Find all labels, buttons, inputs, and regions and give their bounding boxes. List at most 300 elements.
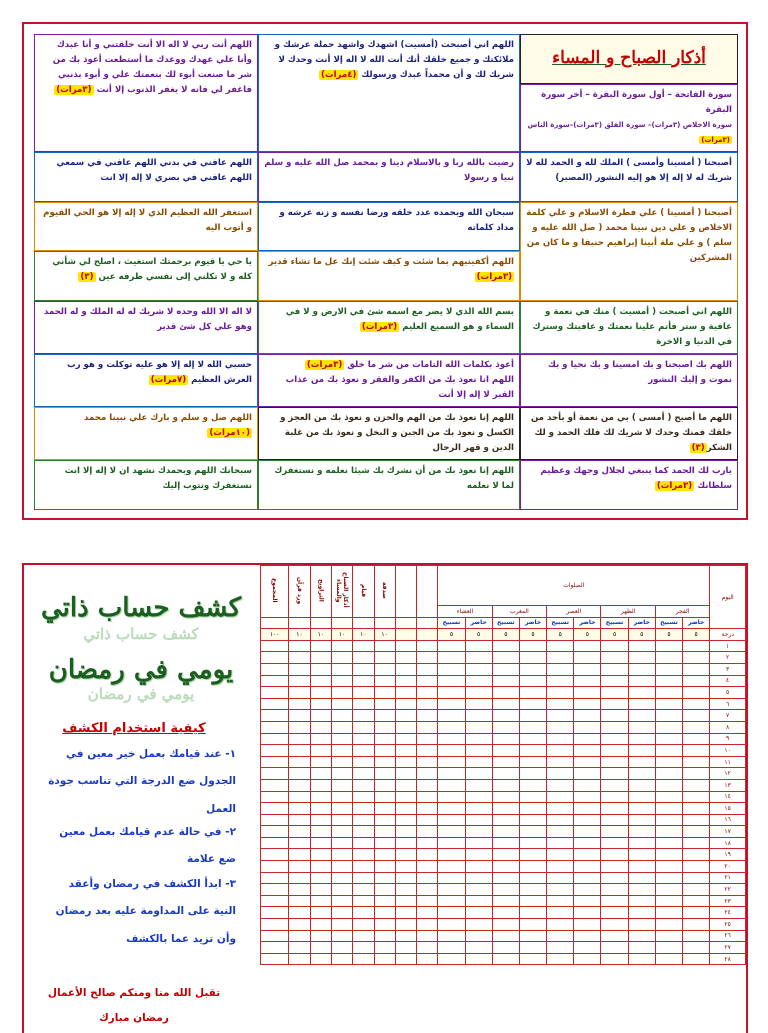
entry-cell[interactable] [261, 791, 289, 803]
entry-cell[interactable] [395, 733, 416, 745]
entry-cell[interactable] [519, 698, 546, 710]
entry-cell[interactable] [601, 930, 628, 942]
entry-cell[interactable] [289, 663, 310, 675]
entry-cell[interactable] [492, 814, 519, 826]
entry-cell[interactable] [628, 768, 655, 780]
entry-cell[interactable] [519, 652, 546, 664]
entry-cell[interactable] [438, 895, 465, 907]
entry-cell[interactable] [310, 779, 331, 791]
entry-cell[interactable] [417, 640, 438, 652]
entry-cell[interactable] [628, 640, 655, 652]
entry-cell[interactable] [353, 675, 374, 687]
entry-cell[interactable] [395, 861, 416, 873]
entry-cell[interactable] [353, 861, 374, 873]
entry-cell[interactable] [683, 652, 710, 664]
entry-cell[interactable] [417, 652, 438, 664]
entry-cell[interactable] [353, 953, 374, 965]
entry-cell[interactable] [547, 652, 574, 664]
entry-cell[interactable] [574, 849, 601, 861]
entry-cell[interactable] [310, 930, 331, 942]
entry-cell[interactable] [655, 663, 682, 675]
entry-cell[interactable] [310, 710, 331, 722]
entry-cell[interactable] [601, 814, 628, 826]
entry-cell[interactable] [395, 710, 416, 722]
entry-cell[interactable] [492, 779, 519, 791]
entry-cell[interactable] [353, 768, 374, 780]
entry-cell[interactable] [289, 652, 310, 664]
entry-cell[interactable] [417, 953, 438, 965]
entry-cell[interactable] [574, 721, 601, 733]
entry-cell[interactable] [417, 895, 438, 907]
entry-cell[interactable] [395, 930, 416, 942]
entry-cell[interactable] [683, 721, 710, 733]
entry-cell[interactable] [655, 861, 682, 873]
entry-cell[interactable] [289, 849, 310, 861]
entry-cell[interactable] [574, 733, 601, 745]
entry-cell[interactable] [683, 872, 710, 884]
entry-cell[interactable] [547, 733, 574, 745]
entry-cell[interactable] [628, 837, 655, 849]
entry-cell[interactable] [465, 895, 492, 907]
entry-cell[interactable] [574, 814, 601, 826]
entry-cell[interactable] [519, 710, 546, 722]
entry-cell[interactable] [492, 895, 519, 907]
entry-cell[interactable] [601, 837, 628, 849]
entry-cell[interactable] [310, 814, 331, 826]
entry-cell[interactable] [628, 849, 655, 861]
entry-cell[interactable] [310, 640, 331, 652]
entry-cell[interactable] [417, 675, 438, 687]
entry-cell[interactable] [331, 803, 352, 815]
entry-cell[interactable] [492, 675, 519, 687]
entry-cell[interactable] [417, 884, 438, 896]
entry-cell[interactable] [289, 837, 310, 849]
entry-cell[interactable] [519, 953, 546, 965]
entry-cell[interactable] [261, 698, 289, 710]
entry-cell[interactable] [655, 872, 682, 884]
entry-cell[interactable] [395, 849, 416, 861]
entry-cell[interactable] [547, 779, 574, 791]
entry-cell[interactable] [492, 710, 519, 722]
entry-cell[interactable] [465, 779, 492, 791]
entry-cell[interactable] [519, 849, 546, 861]
entry-cell[interactable] [331, 849, 352, 861]
entry-cell[interactable] [310, 698, 331, 710]
entry-cell[interactable] [395, 745, 416, 757]
entry-cell[interactable] [683, 733, 710, 745]
entry-cell[interactable] [492, 640, 519, 652]
entry-cell[interactable] [574, 884, 601, 896]
entry-cell[interactable] [417, 710, 438, 722]
entry-cell[interactable] [655, 779, 682, 791]
entry-cell[interactable] [438, 721, 465, 733]
entry-cell[interactable] [417, 745, 438, 757]
entry-cell[interactable] [438, 803, 465, 815]
entry-cell[interactable] [547, 907, 574, 919]
entry-cell[interactable] [465, 791, 492, 803]
entry-cell[interactable] [374, 814, 395, 826]
entry-cell[interactable] [683, 791, 710, 803]
entry-cell[interactable] [353, 652, 374, 664]
entry-cell[interactable] [519, 687, 546, 699]
entry-cell[interactable] [574, 663, 601, 675]
entry-cell[interactable] [628, 930, 655, 942]
entry-cell[interactable] [310, 919, 331, 931]
entry-cell[interactable] [374, 721, 395, 733]
entry-cell[interactable] [374, 942, 395, 954]
entry-cell[interactable] [574, 942, 601, 954]
entry-cell[interactable] [310, 872, 331, 884]
entry-cell[interactable] [574, 826, 601, 838]
entry-cell[interactable] [683, 640, 710, 652]
entry-cell[interactable] [628, 663, 655, 675]
entry-cell[interactable] [683, 745, 710, 757]
entry-cell[interactable] [683, 756, 710, 768]
entry-cell[interactable] [289, 768, 310, 780]
entry-cell[interactable] [289, 733, 310, 745]
entry-cell[interactable] [547, 756, 574, 768]
entry-cell[interactable] [261, 663, 289, 675]
entry-cell[interactable] [492, 803, 519, 815]
entry-cell[interactable] [465, 733, 492, 745]
entry-cell[interactable] [374, 907, 395, 919]
entry-cell[interactable] [519, 837, 546, 849]
entry-cell[interactable] [601, 745, 628, 757]
entry-cell[interactable] [519, 779, 546, 791]
entry-cell[interactable] [574, 698, 601, 710]
entry-cell[interactable] [492, 745, 519, 757]
entry-cell[interactable] [547, 837, 574, 849]
entry-cell[interactable] [655, 907, 682, 919]
entry-cell[interactable] [261, 710, 289, 722]
entry-cell[interactable] [353, 721, 374, 733]
entry-cell[interactable] [465, 861, 492, 873]
entry-cell[interactable] [547, 745, 574, 757]
entry-cell[interactable] [574, 779, 601, 791]
entry-cell[interactable] [601, 756, 628, 768]
entry-cell[interactable] [465, 814, 492, 826]
entry-cell[interactable] [374, 675, 395, 687]
entry-cell[interactable] [628, 895, 655, 907]
entry-cell[interactable] [628, 814, 655, 826]
entry-cell[interactable] [465, 953, 492, 965]
entry-cell[interactable] [438, 884, 465, 896]
entry-cell[interactable] [683, 710, 710, 722]
entry-cell[interactable] [655, 745, 682, 757]
entry-cell[interactable] [289, 687, 310, 699]
entry-cell[interactable] [547, 814, 574, 826]
entry-cell[interactable] [547, 942, 574, 954]
entry-cell[interactable] [655, 953, 682, 965]
entry-cell[interactable] [331, 930, 352, 942]
entry-cell[interactable] [465, 687, 492, 699]
entry-cell[interactable] [628, 675, 655, 687]
entry-cell[interactable] [395, 895, 416, 907]
entry-cell[interactable] [417, 733, 438, 745]
entry-cell[interactable] [574, 953, 601, 965]
entry-cell[interactable] [628, 861, 655, 873]
entry-cell[interactable] [374, 779, 395, 791]
entry-cell[interactable] [574, 919, 601, 931]
entry-cell[interactable] [331, 826, 352, 838]
entry-cell[interactable] [519, 768, 546, 780]
entry-cell[interactable] [353, 814, 374, 826]
entry-cell[interactable] [395, 826, 416, 838]
entry-cell[interactable] [353, 837, 374, 849]
entry-cell[interactable] [261, 733, 289, 745]
entry-cell[interactable] [289, 930, 310, 942]
entry-cell[interactable] [655, 687, 682, 699]
entry-cell[interactable] [683, 814, 710, 826]
entry-cell[interactable] [374, 953, 395, 965]
entry-cell[interactable] [438, 953, 465, 965]
entry-cell[interactable] [574, 895, 601, 907]
entry-cell[interactable] [261, 745, 289, 757]
entry-cell[interactable] [628, 791, 655, 803]
entry-cell[interactable] [519, 733, 546, 745]
entry-cell[interactable] [310, 675, 331, 687]
entry-cell[interactable] [601, 698, 628, 710]
entry-cell[interactable] [601, 721, 628, 733]
entry-cell[interactable] [353, 698, 374, 710]
entry-cell[interactable] [655, 791, 682, 803]
entry-cell[interactable] [331, 907, 352, 919]
entry-cell[interactable] [374, 663, 395, 675]
entry-cell[interactable] [628, 745, 655, 757]
entry-cell[interactable] [374, 733, 395, 745]
entry-cell[interactable] [601, 953, 628, 965]
entry-cell[interactable] [574, 675, 601, 687]
entry-cell[interactable] [289, 814, 310, 826]
entry-cell[interactable] [374, 687, 395, 699]
entry-cell[interactable] [331, 837, 352, 849]
entry-cell[interactable] [547, 895, 574, 907]
entry-cell[interactable] [655, 710, 682, 722]
entry-cell[interactable] [601, 884, 628, 896]
entry-cell[interactable] [331, 675, 352, 687]
entry-cell[interactable] [574, 907, 601, 919]
entry-cell[interactable] [310, 895, 331, 907]
entry-cell[interactable] [438, 652, 465, 664]
entry-cell[interactable] [519, 803, 546, 815]
entry-cell[interactable] [261, 849, 289, 861]
entry-cell[interactable] [289, 721, 310, 733]
entry-cell[interactable] [547, 663, 574, 675]
entry-cell[interactable] [601, 826, 628, 838]
entry-cell[interactable] [628, 826, 655, 838]
entry-cell[interactable] [465, 942, 492, 954]
entry-cell[interactable] [601, 640, 628, 652]
entry-cell[interactable] [261, 640, 289, 652]
entry-cell[interactable] [374, 768, 395, 780]
entry-cell[interactable] [417, 907, 438, 919]
entry-cell[interactable] [628, 756, 655, 768]
entry-cell[interactable] [628, 779, 655, 791]
entry-cell[interactable] [331, 919, 352, 931]
entry-cell[interactable] [331, 733, 352, 745]
entry-cell[interactable] [310, 837, 331, 849]
entry-cell[interactable] [310, 884, 331, 896]
entry-cell[interactable] [519, 756, 546, 768]
entry-cell[interactable] [465, 768, 492, 780]
entry-cell[interactable] [417, 826, 438, 838]
entry-cell[interactable] [465, 826, 492, 838]
entry-cell[interactable] [438, 768, 465, 780]
entry-cell[interactable] [395, 721, 416, 733]
entry-cell[interactable] [574, 768, 601, 780]
entry-cell[interactable] [353, 733, 374, 745]
entry-cell[interactable] [289, 919, 310, 931]
entry-cell[interactable] [574, 640, 601, 652]
entry-cell[interactable] [601, 733, 628, 745]
entry-cell[interactable] [465, 756, 492, 768]
entry-cell[interactable] [417, 837, 438, 849]
entry-cell[interactable] [289, 861, 310, 873]
entry-cell[interactable] [353, 791, 374, 803]
entry-cell[interactable] [438, 814, 465, 826]
entry-cell[interactable] [465, 837, 492, 849]
entry-cell[interactable] [395, 791, 416, 803]
entry-cell[interactable] [519, 814, 546, 826]
entry-cell[interactable] [519, 861, 546, 873]
entry-cell[interactable] [574, 756, 601, 768]
entry-cell[interactable] [261, 687, 289, 699]
entry-cell[interactable] [655, 884, 682, 896]
entry-cell[interactable] [310, 745, 331, 757]
entry-cell[interactable] [465, 745, 492, 757]
entry-cell[interactable] [353, 872, 374, 884]
entry-cell[interactable] [261, 837, 289, 849]
entry-cell[interactable] [601, 803, 628, 815]
entry-cell[interactable] [374, 698, 395, 710]
entry-cell[interactable] [417, 756, 438, 768]
entry-cell[interactable] [519, 675, 546, 687]
entry-cell[interactable] [438, 663, 465, 675]
entry-cell[interactable] [547, 675, 574, 687]
entry-cell[interactable] [310, 652, 331, 664]
entry-cell[interactable] [655, 942, 682, 954]
entry-cell[interactable] [374, 652, 395, 664]
entry-cell[interactable] [261, 768, 289, 780]
entry-cell[interactable] [353, 895, 374, 907]
entry-cell[interactable] [353, 849, 374, 861]
entry-cell[interactable] [601, 663, 628, 675]
entry-cell[interactable] [492, 756, 519, 768]
entry-cell[interactable] [261, 814, 289, 826]
entry-cell[interactable] [683, 768, 710, 780]
entry-cell[interactable] [417, 872, 438, 884]
entry-cell[interactable] [628, 884, 655, 896]
entry-cell[interactable] [492, 861, 519, 873]
entry-cell[interactable] [601, 872, 628, 884]
entry-cell[interactable] [261, 895, 289, 907]
entry-cell[interactable] [417, 687, 438, 699]
entry-cell[interactable] [331, 768, 352, 780]
entry-cell[interactable] [374, 849, 395, 861]
entry-cell[interactable] [374, 826, 395, 838]
entry-cell[interactable] [601, 687, 628, 699]
entry-cell[interactable] [261, 930, 289, 942]
entry-cell[interactable] [574, 837, 601, 849]
entry-cell[interactable] [655, 675, 682, 687]
entry-cell[interactable] [438, 791, 465, 803]
entry-cell[interactable] [465, 849, 492, 861]
entry-cell[interactable] [395, 953, 416, 965]
entry-cell[interactable] [395, 663, 416, 675]
entry-cell[interactable] [353, 710, 374, 722]
entry-cell[interactable] [655, 652, 682, 664]
entry-cell[interactable] [417, 861, 438, 873]
entry-cell[interactable] [310, 756, 331, 768]
entry-cell[interactable] [574, 687, 601, 699]
entry-cell[interactable] [374, 745, 395, 757]
entry-cell[interactable] [395, 779, 416, 791]
entry-cell[interactable] [395, 756, 416, 768]
entry-cell[interactable] [519, 791, 546, 803]
entry-cell[interactable] [289, 953, 310, 965]
entry-cell[interactable] [289, 803, 310, 815]
entry-cell[interactable] [574, 710, 601, 722]
entry-cell[interactable] [601, 942, 628, 954]
entry-cell[interactable] [331, 791, 352, 803]
entry-cell[interactable] [395, 698, 416, 710]
entry-cell[interactable] [601, 710, 628, 722]
entry-cell[interactable] [628, 687, 655, 699]
entry-cell[interactable] [465, 652, 492, 664]
entry-cell[interactable] [438, 710, 465, 722]
entry-cell[interactable] [519, 930, 546, 942]
entry-cell[interactable] [492, 687, 519, 699]
entry-cell[interactable] [655, 814, 682, 826]
entry-cell[interactable] [417, 942, 438, 954]
entry-cell[interactable] [574, 872, 601, 884]
entry-cell[interactable] [417, 814, 438, 826]
entry-cell[interactable] [601, 675, 628, 687]
entry-cell[interactable] [289, 675, 310, 687]
entry-cell[interactable] [395, 872, 416, 884]
entry-cell[interactable] [655, 733, 682, 745]
entry-cell[interactable] [601, 861, 628, 873]
entry-cell[interactable] [465, 907, 492, 919]
entry-cell[interactable] [331, 721, 352, 733]
entry-cell[interactable] [310, 849, 331, 861]
entry-cell[interactable] [492, 942, 519, 954]
entry-cell[interactable] [289, 640, 310, 652]
entry-cell[interactable] [574, 861, 601, 873]
entry-cell[interactable] [417, 849, 438, 861]
entry-cell[interactable] [655, 895, 682, 907]
entry-cell[interactable] [492, 907, 519, 919]
entry-cell[interactable] [465, 721, 492, 733]
entry-cell[interactable] [683, 675, 710, 687]
entry-cell[interactable] [465, 640, 492, 652]
entry-cell[interactable] [519, 721, 546, 733]
entry-cell[interactable] [655, 919, 682, 931]
entry-cell[interactable] [628, 803, 655, 815]
entry-cell[interactable] [374, 791, 395, 803]
entry-cell[interactable] [574, 930, 601, 942]
entry-cell[interactable] [519, 884, 546, 896]
entry-cell[interactable] [374, 861, 395, 873]
entry-cell[interactable] [310, 942, 331, 954]
entry-cell[interactable] [492, 884, 519, 896]
entry-cell[interactable] [417, 663, 438, 675]
entry-cell[interactable] [465, 803, 492, 815]
entry-cell[interactable] [519, 907, 546, 919]
entry-cell[interactable] [465, 872, 492, 884]
entry-cell[interactable] [261, 756, 289, 768]
entry-cell[interactable] [655, 826, 682, 838]
